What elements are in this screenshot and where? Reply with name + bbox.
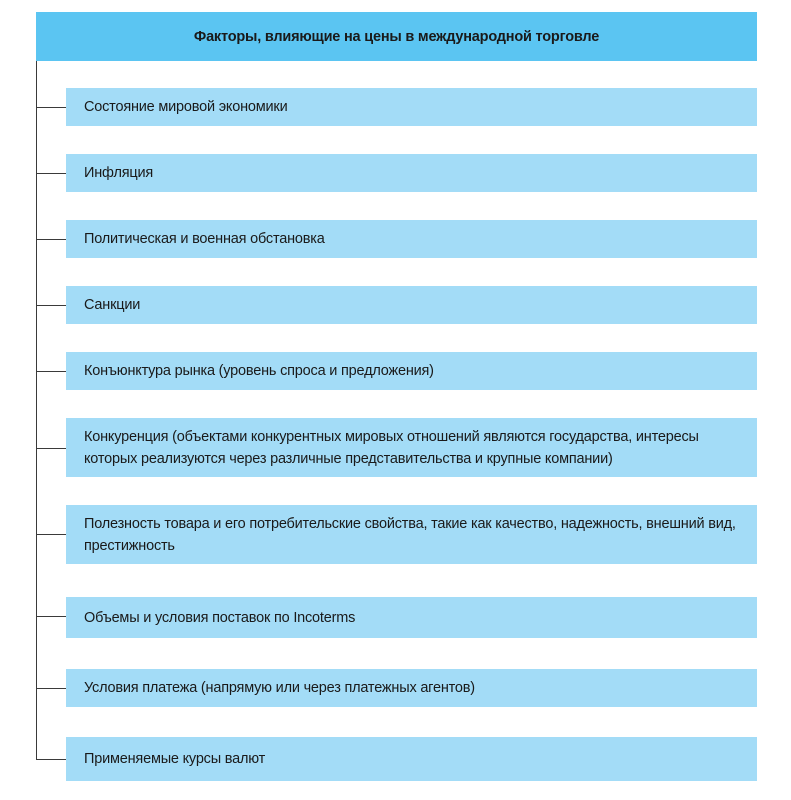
factor-box-product-utility: Полезность товара и его потребительские свойства, такие как качество, надежность, внешний вид, престижность [66,505,757,564]
factor-box-exchange-rates: Применяемые курсы валют [66,737,757,781]
diagram-title: Факторы, влияющие на цены в международной торговле [36,12,757,61]
connector-line [36,173,66,174]
connector-line [36,759,66,760]
factor-box-political-situation: Политическая и военная обстановка [66,220,757,258]
factor-box-incoterms: Объемы и условия поставок по Incoterms [66,597,757,638]
connector-line [36,448,66,449]
factor-box-inflation: Инфляция [66,154,757,192]
factor-box-competition: Конкуренция (объектами конкурентных мировых отношений являются государства, интересы которых реализуются через различные представительства и крупные компании) [66,418,757,477]
connector-line [36,616,66,617]
tree-spine-line [36,61,37,760]
connector-line [36,305,66,306]
connector-line [36,371,66,372]
factor-box-payment-terms: Условия платежа (напрямую или через платежных агентов) [66,669,757,707]
connector-line [36,534,66,535]
factor-box-sanctions: Санкции [66,286,757,324]
connector-line [36,239,66,240]
connector-line [36,107,66,108]
factor-box-world-economy: Состояние мировой экономики [66,88,757,126]
connector-line [36,688,66,689]
factor-box-market-conditions: Конъюнктура рынка (уровень спроса и предложения) [66,352,757,390]
